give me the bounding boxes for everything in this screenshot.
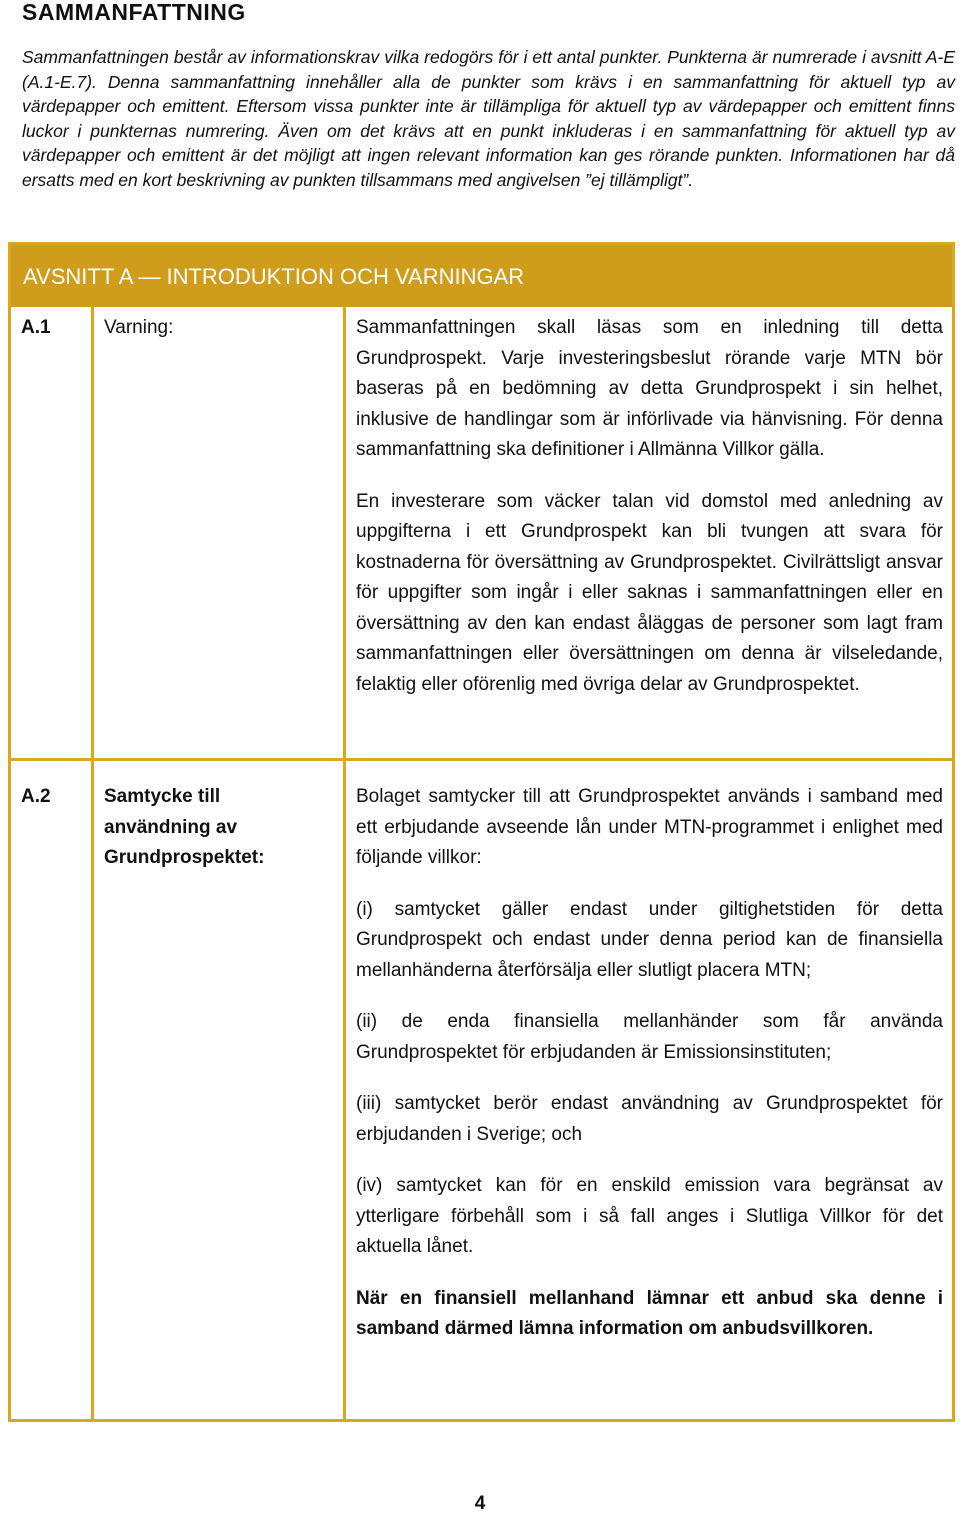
intro-paragraph: Sammanfattningen består av informationskrav vilka redogörs för i ett antal punkter. Punkterna är numrerade i avsnitt A-E (A.1-E.7). Denna sammanfattning innehåller alla de punkter som krävs i en sammanfattning för aktuell typ av värdepapper och emittent. Eftersom vissa punkter inte är tillämpliga för aktuell typ av värdepapper och emittent finns luckor i punkternas numrering. Även om det krävs att en punkt inkluderas i en sammanfattning för aktuell typ av värdepapper och emittent är det möjligt att ingen relevant information kan ges rörande punkten. Informationen har då ersatts med en kort beskrivning av punkten tillsammans med angivelsen ”ej tillämpligt”. <box>22 47 955 190</box>
row-label: Varning: <box>104 317 174 338</box>
page-heading: SAMMANFATTNING <box>22 0 246 25</box>
row-divider <box>11 758 952 761</box>
paragraph: (iv) samtycket kan för en enskild emission vara begränsat av ytterligare förbehåll som i så fall anges i Slutliga Villkor för det aktuella lånet. <box>356 1175 943 1257</box>
page-number: 4 <box>474 1493 486 1514</box>
column-divider <box>343 307 346 1419</box>
column-divider <box>91 307 94 1419</box>
paragraph: (ii) de enda finansiella mellanhänder som får använda Grundprospektet för erbjudanden är Emissionsinstituten; <box>356 1011 943 1063</box>
paragraph: (iii) samtycket berör endast användning av Grundprospektet för erbjudanden i Sverige; och <box>356 1093 943 1145</box>
row-content <box>356 313 943 721</box>
row-number: A.2 <box>21 786 51 807</box>
paragraph: Sammanfattningen skall läsas som en inledning till detta Grundprospekt. Varje investeringsbeslut rörande varje MTN bör baseras på en bedömning av detta Grundprospekt i sin helhet, inklusive de handlingar som är införlivade via hänvisning. För denna sammanfattning ska definitioner i Allmänna Villkor gälla. <box>356 317 943 460</box>
paragraph: En investerare som väcker talan vid domstol med anledning av uppgifterna i ett Grundprospekt kan bli tvungen att svara för kostnaderna för översättning av Grundprospektet. Civilrättsligt ansvar för uppgifter som ingår i eller saknas i sammanfattningen eller en översättning av den kan endast åläggas de personer som lagt fram sammanfattningen eller översättningen om denna är vilseledande, felaktig eller oförenlig med övriga delar av Grundprospektet. <box>356 490 943 695</box>
row-content <box>356 782 943 1366</box>
bold-paragraph: När en finansiell mellanhand lämnar ett anbud ska denne i samband därmed lämna information om anbudsvillkoren. <box>356 1287 943 1339</box>
section-header <box>11 245 952 307</box>
row-number: A.1 <box>21 317 51 338</box>
row-label: Samtycke till användning av Grundprospektet: <box>104 786 265 868</box>
paragraph: (i) samtycket gäller endast under giltighetstiden för detta Grundprospekt och endast under denna period kan de finansiella mellanhänderna återförsälja eller slutligt placera MTN; <box>356 898 943 981</box>
section-title: AVSNITT A — INTRODUKTION OCH VARNINGAR <box>23 264 525 289</box>
section-a-table <box>8 242 955 1422</box>
paragraph: Bolaget samtycker till att Grundprospektet används i samband med ett erbjudande avseende lån under MTN-programmet i enlighet med följande villkor: <box>356 786 943 868</box>
